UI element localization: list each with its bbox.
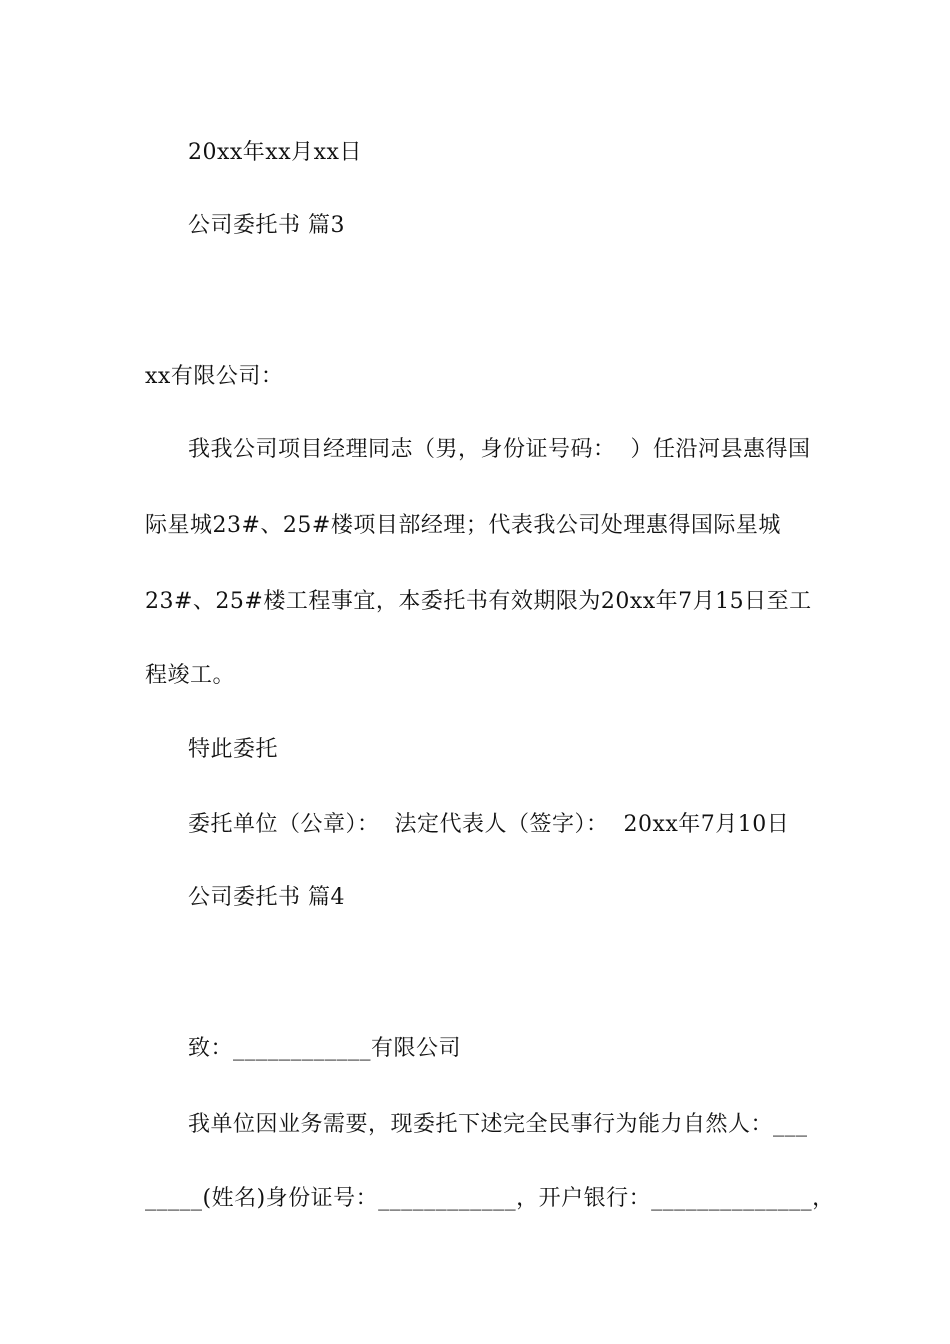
salutation-4: 致：____________有限公司 xyxy=(188,1036,462,1061)
salutation-3: xx有限公司： xyxy=(145,364,284,389)
body-paragraph-line: 程竣工。 xyxy=(145,663,236,688)
body-paragraph-line: 我单位因业务需要，现委托下述完全民事行为能力自然人：___ xyxy=(188,1112,808,1137)
section-heading-3: 公司委托书 篇3 xyxy=(188,213,345,238)
section-heading-4: 公司委托书 篇4 xyxy=(188,885,345,910)
date-line: 20xx年xx月xx日 xyxy=(188,140,362,165)
body-paragraph-line: 我我公司项目经理同志（男，身份证号码： ）任沿河县惠得国 xyxy=(188,437,811,462)
body-paragraph-line: 际星城23#、25#楼项目部经理；代表我公司处理惠得国际星城 xyxy=(145,513,781,538)
signature-line-3: 委托单位（公章）： 法定代表人（签字）： 20xx年7月10日 xyxy=(188,812,790,837)
body-paragraph-line: _____(姓名)身份证号：____________，开户银行：______________， xyxy=(145,1186,835,1211)
body-paragraph-line: 23#、25#楼工程事宜，本委托书有效期限为20xx年7月15日至工 xyxy=(145,589,812,614)
closing-line-3: 特此委托 xyxy=(188,737,279,762)
